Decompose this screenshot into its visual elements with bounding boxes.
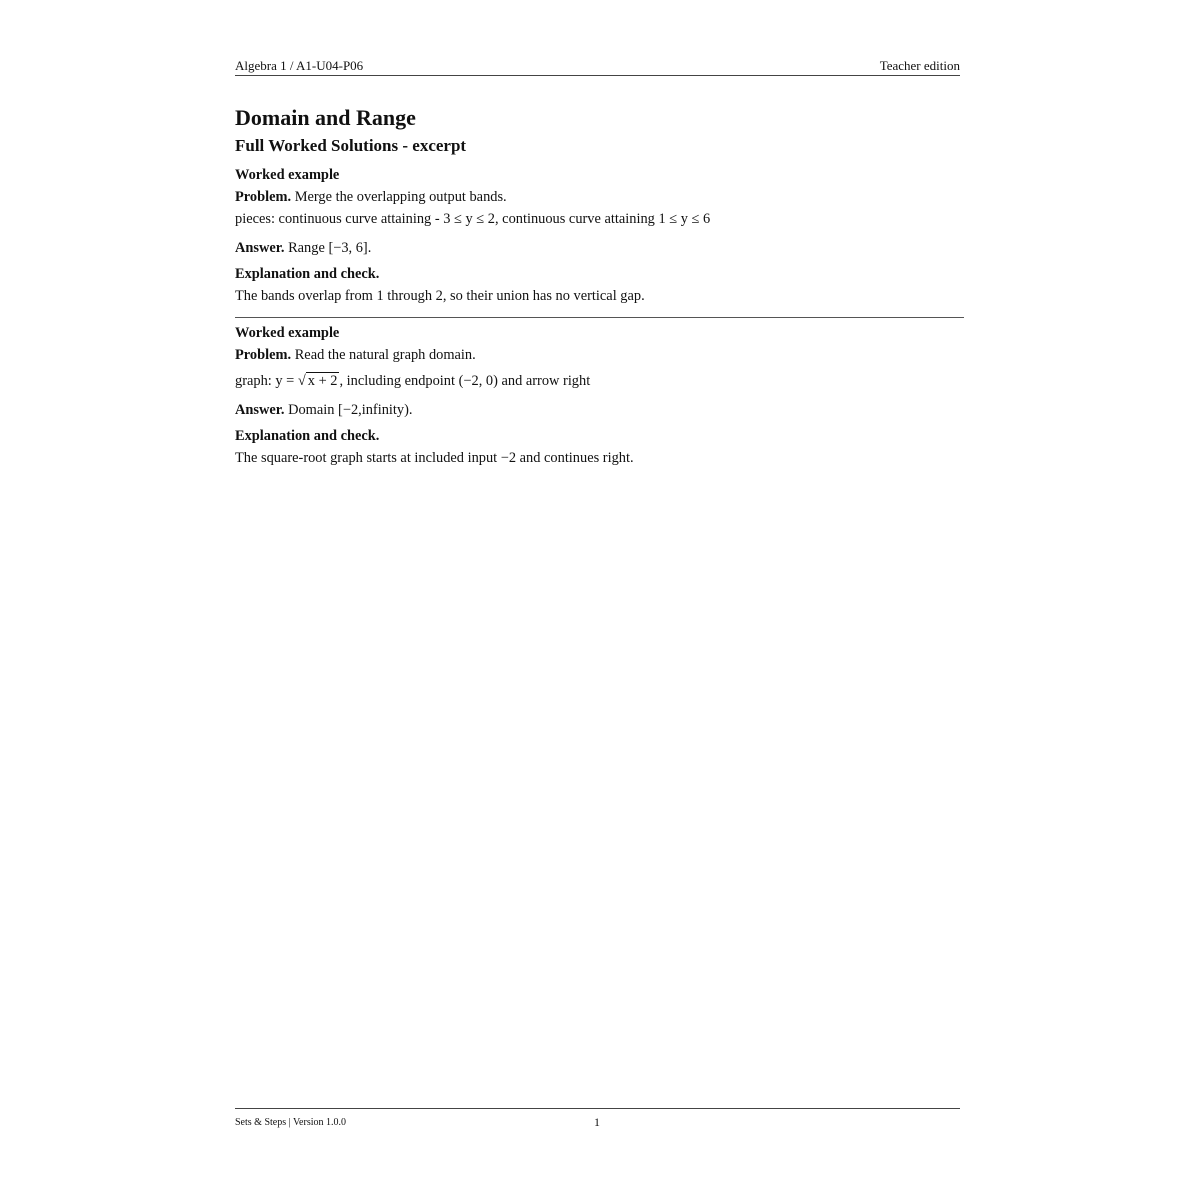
problem-label: Problem.: [235, 347, 292, 363]
problem-line: [235, 344, 964, 366]
answer-label: Answer.: [235, 402, 285, 418]
explanation-text: [235, 447, 964, 469]
answer-prefix: Domain: [288, 402, 339, 418]
page-subtitle: Full Worked Solutions - excerpt: [235, 136, 467, 155]
answer-suffix: ,infinity).: [358, 402, 413, 418]
page-number: 1: [594, 1115, 600, 1129]
endpoint: (−2, 0): [458, 373, 498, 389]
example-heading: Worked example: [235, 167, 340, 183]
explanation-math: 1: [376, 288, 384, 304]
explanation-part: , so their union has no vertical gap.: [442, 288, 645, 304]
explanation-label: Explanation and check.: [235, 266, 380, 282]
problem-label: Problem.: [235, 189, 292, 205]
detail-suffix: and arrow right: [497, 373, 591, 389]
detail-middle: , continuous curve attaining: [494, 211, 659, 227]
explanation-label: Explanation and check.: [235, 428, 380, 444]
page-title: Domain and Range: [235, 105, 416, 130]
detail-prefix: pieces: continuous curve attaining: [235, 211, 435, 227]
header-course-id: Algebra 1 / A1-U04-P06: [235, 58, 364, 73]
inequality-2: 1 ≤ y ≤ 6: [658, 211, 711, 227]
explanation-part: through: [383, 288, 436, 304]
worked-example-2: [235, 322, 964, 469]
problem-text: Read the natural graph domain.: [294, 347, 476, 363]
answer-prefix: Range: [288, 240, 329, 256]
explanation-math: −2: [500, 450, 517, 466]
footer-version: Sets & Steps | Version 1.0.0: [235, 1117, 346, 1128]
page-footer: [235, 1108, 960, 1129]
worked-example-1: [235, 164, 964, 307]
equation-radicand: x + 2: [307, 373, 338, 389]
explanation-math: 2: [435, 288, 443, 304]
answer-line: [235, 399, 964, 421]
answer-interval: [−2: [338, 402, 359, 418]
example-heading: Worked example: [235, 325, 340, 341]
answer-label: Answer.: [235, 240, 285, 256]
detail-middle: , including endpoint: [339, 373, 459, 389]
main-content: [235, 102, 964, 469]
problem-detail: [235, 370, 964, 392]
problem-line: [235, 186, 964, 208]
header-edition: Teacher edition: [879, 58, 960, 73]
equation-lhs: y = √: [275, 373, 306, 389]
answer-interval: [−3, 6]: [328, 240, 368, 256]
detail-prefix: graph:: [235, 373, 276, 389]
answer-suffix: .: [367, 240, 372, 256]
explanation-part: The square-root graph starts at included input: [235, 450, 501, 466]
page-header: [235, 58, 960, 76]
inequality-1: - 3 ≤ y ≤ 2: [434, 211, 495, 227]
problem-text: Merge the overlapping output bands.: [294, 189, 507, 205]
problem-detail: [235, 208, 964, 230]
explanation-part: and continues right.: [516, 450, 634, 466]
explanation-text: [235, 285, 964, 307]
section-divider: [235, 317, 964, 318]
answer-line: [235, 237, 964, 259]
explanation-part: The bands overlap from: [235, 288, 377, 304]
